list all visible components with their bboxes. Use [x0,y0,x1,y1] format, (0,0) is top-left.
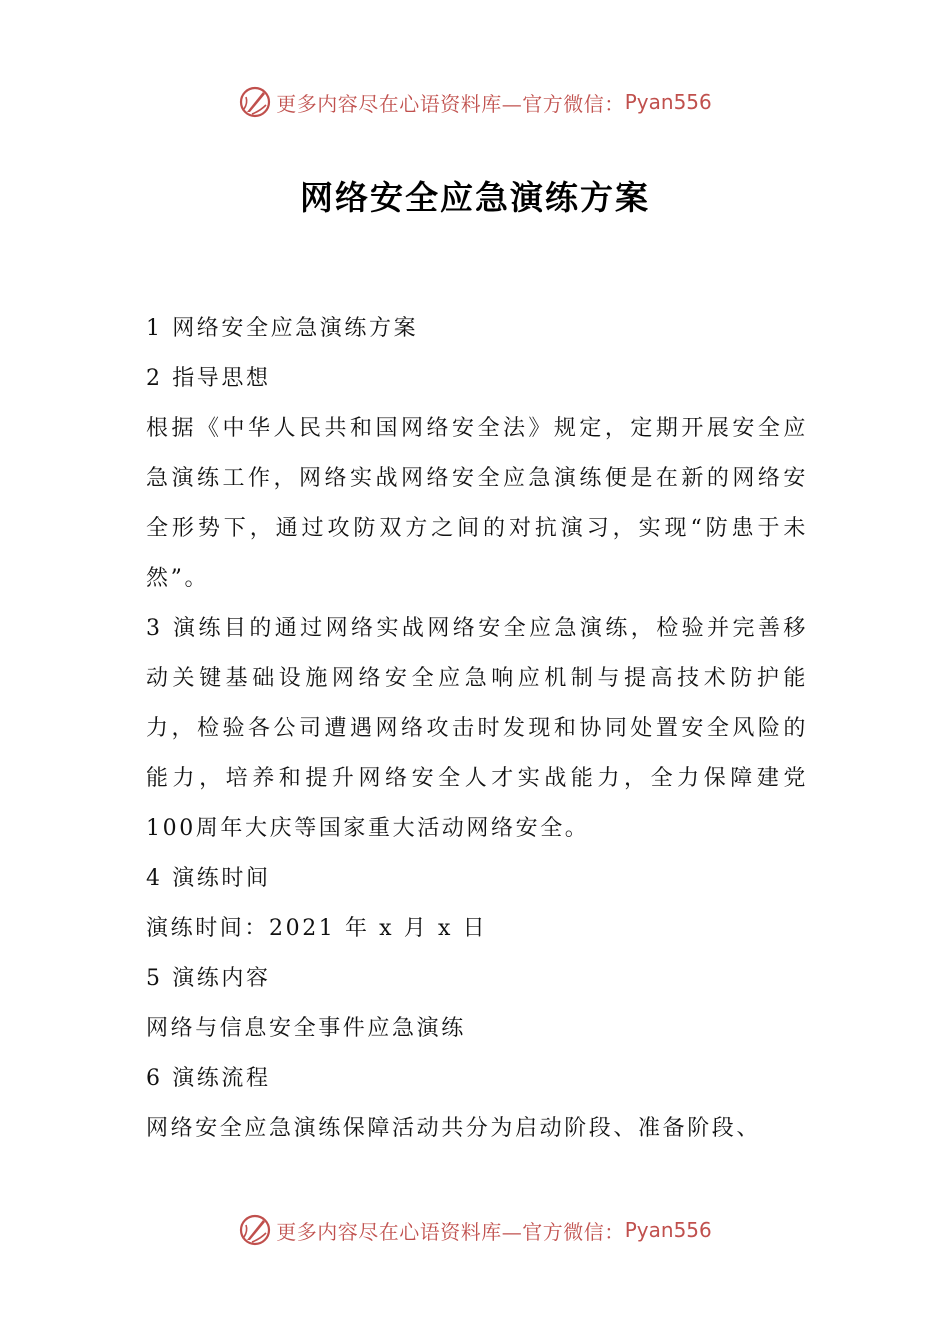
quill-logo-icon [238,1213,272,1247]
paragraph-heading-5: 5 演练内容 [146,966,271,991]
footer-banner [0,1210,950,1250]
paragraph-heading-2: 2 指导思想 [146,366,271,391]
paragraph-guiding-text: 根据《中华人民共和国网络安全法》规定，定期开展安全应急演练工作，网络实战网络安全应急演练便是在新的网络安全形势下，通过攻防双方之间的对抗演习，实现“防患于未然”。 [146,416,808,591]
document-title: 网络安全应急演练方案 [300,178,650,217]
paragraph-heading-1: 1 网络安全应急演练方案 [146,316,419,341]
paragraph-process-text: 网络安全应急演练保障活动共分为启动阶段、准备阶段、 [146,1116,762,1141]
header-banner-wechat: Pyan556 [624,90,712,114]
paragraph-content-text: 网络与信息安全事件应急演练 [146,1016,466,1041]
header-banner-text: 更多内容尽在心语资料库—官方微信： [276,91,625,116]
paragraph-heading-6: 6 演练流程 [146,1066,271,1091]
header-banner [0,82,950,122]
footer-banner-text: 更多内容尽在心语资料库—官方微信： [276,1219,625,1244]
paragraph-heading-4: 4 演练时间 [146,866,271,891]
quill-logo-icon [238,85,272,119]
document-body [146,304,808,1154]
footer-banner-wechat: Pyan556 [624,1218,712,1242]
paragraph-purpose: 3 演练目的通过网络实战网络安全应急演练，检验并完善移动关键基础设施网络安全应急响应机制与提高技术防护能力，检验各公司遭遇网络攻击时发现和协同处置安全风险的能力，培养和提升网络安全人才实战能力，全力保障建党100周年大庆等国家重大活动网络安全。 [146,616,808,841]
paragraph-time-text: 演练时间：2021 年 x 月 x 日 [146,916,488,941]
